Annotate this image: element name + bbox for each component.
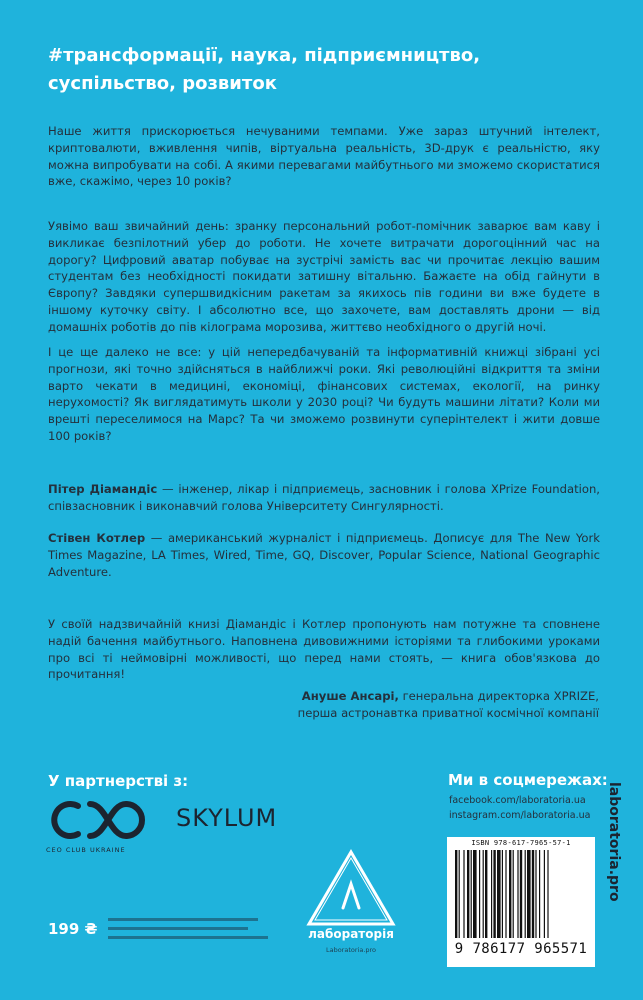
publisher-sub: Laboratoria.pro	[325, 946, 377, 954]
quote-author-role: генеральна директорка XPRIZE,	[398, 689, 599, 703]
skylum-logo: SKYLUM	[176, 804, 278, 832]
barcode-digits: 9 786177 965571	[454, 941, 588, 957]
author-bio-diamandis	[48, 481, 600, 515]
headline-line-1: #трансформації, наука, підприємництво,	[48, 45, 481, 66]
headline-line-2: суспільство, розвиток	[48, 73, 277, 94]
author-name: Стівен Котлер	[48, 531, 146, 545]
facebook-link[interactable]: facebook.com/laboratoria.ua	[449, 795, 586, 806]
partners-title: У партнерстві з:	[48, 772, 189, 790]
paragraph-predictions: І це ще далеко не все: у цій непередбачуваній та інформативній книжці зібрані усі прогнози, які точно здійсняться в найближчі роки. Які революційні відкриття та зміни варто чекати в медицині, економіці, фінансових системах, екології, на ринку нерухомості? Як виглядатимуть школи у 2030 році? Чи будуть машини літати? Коли ми врешті переселимося на Марс? Та чи зможемо розвинути суперінтелект і жити довше 100 років?	[48, 345, 600, 443]
website-vertical[interactable]: laboratoria.pro	[606, 782, 622, 902]
quote-author-name: Ануше Ансарі,	[301, 689, 399, 703]
quote-attribution	[179, 688, 599, 722]
isbn-barcode	[447, 837, 595, 967]
paragraph-scenario: Уявімо ваш звичайний день: зранку персональний робот-помічник заварює вам каву і викликає безпілотний убер до роботи. Не хочете витрачати дорогоцінний час на дорогу? Цифровий аватар побуває на зустрічі замість вас чи прочитає лекцію вашим студентам без необхідності покидати затишну вітальню. Бажаєте на обід гайнути в Європу? Завдяки супершвидкісним ракетам за якихось пів години ви вже будете в іншому куточку світу. І абсолютно все, що захочете, вам доставлять дрони — від домашніх роботів до пів кілограма морозива, життєво необхідного о другій ночі.	[48, 219, 600, 334]
social-title: Ми в соцмережах:	[448, 771, 608, 789]
ceo-club-icon	[46, 796, 156, 844]
instagram-link[interactable]: instagram.com/laboratoria.ua	[449, 810, 591, 821]
headline	[48, 42, 608, 98]
review-quote: У своїй надзвичайній книзі Діамандіс і Котлер пропонують нам потужне та сповнене надій бачення майбутнього. Наповнена дивовижними історіями та глибокими уроками про всі ті неймовірні можливості, що перед нами стоять, — книга обов'язкова до прочитання!	[48, 617, 600, 682]
author-bio: — інженер, лікар і підприємець, засновник і голова XPrize Foundation, співзасновник і виконавчий голова Університету Сингулярності.	[48, 482, 600, 513]
fine-print-block	[108, 916, 278, 954]
barcode-bars	[455, 850, 587, 940]
paragraph-intro: Наше життя прискорюється нечуваними темпами. Уже зараз штучний інтелект, криптовалюти, вживлення чипів, віртуальна реальність, 3D-друк є реальністю, яку можна випробувати на собі. А якими перевагами майбутнього ми зможемо скористатися вже, скажімо, через 10 років?	[48, 124, 600, 189]
author-bio: — американський журналіст і підприємець. Дописує для The New York Times Magazine, LA Times, Wired, Time, GQ, Discover, Popular Science, National Geographic Adventure.	[48, 531, 601, 579]
quote-author-role-2: перша астронавтка приватної космічної компанії	[297, 706, 599, 720]
author-bio-kotler	[48, 530, 600, 580]
ceo-club-caption: CEO CLUB UKRAINE	[46, 846, 126, 854]
isbn-number: ISBN 978-617-7965-57-1	[471, 839, 571, 847]
publisher-name: лабораторія	[308, 927, 394, 941]
author-name: Пітер Діамандіс	[48, 482, 158, 496]
fine-print-lines	[108, 916, 278, 950]
laboratoria-logo-icon	[305, 848, 397, 928]
price-tag: 199 ₴	[48, 920, 98, 938]
